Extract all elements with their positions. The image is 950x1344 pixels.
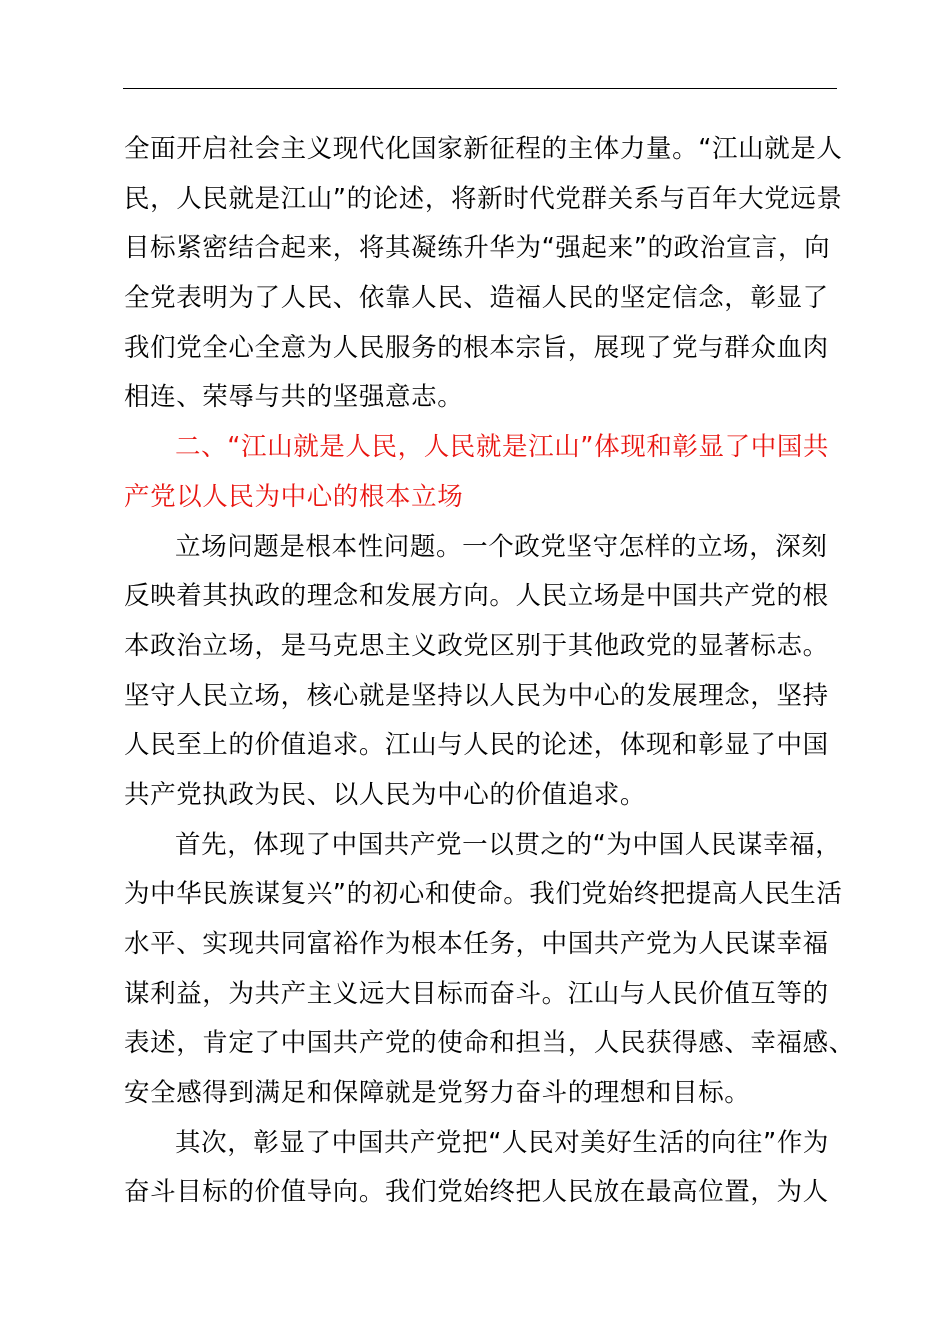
- text-line: 立场问题是根本性问题。一个政党坚守怎样的立场，深刻: [175, 531, 828, 562]
- text-line: 相连、荣辱与共的坚强意志。: [124, 382, 464, 413]
- text-line: 共产党执政为民、以人民为中心的价值追求。: [124, 779, 647, 810]
- section-heading: 产党以人民为中心的根本立场: [124, 481, 464, 512]
- section-heading: 二、“江山就是人民，人民就是江山”体现和彰显了中国共: [175, 432, 830, 463]
- text-line: 其次，彰显了中国共产党把“人民对美好生活的向往”作为: [175, 1127, 830, 1158]
- text-line: 表述，肯定了中国共产党的使命和担当，人民获得感、幸福感、: [124, 1028, 855, 1059]
- text-line: 目标紧密结合起来，将其凝练升华为“强起来”的政治宣言，向: [124, 233, 831, 264]
- text-line: 坚守人民立场，核心就是坚持以人民为中心的发展理念，坚持: [124, 680, 829, 711]
- text-line: 水平、实现共同富裕作为根本任务，中国共产党为人民谋幸福: [124, 929, 829, 959]
- text-line: 奋斗目标的价值导向。我们党始终把人民放在最高位置，为人: [124, 1177, 829, 1208]
- text-line: 安全感得到满足和保障就是党努力奋斗的理想和目标。: [124, 1078, 751, 1109]
- text-line: 民，人民就是江山”的论述，将新时代党群关系与百年大党远景: [124, 183, 843, 214]
- text-line: 本政治立场，是马克思主义政党区别于其他政党的显著标志。: [124, 630, 829, 661]
- text-line: 为中华民族谋复兴”的初心和使命。我们党始终把提高人民生活: [124, 879, 843, 910]
- text-line: 首先，体现了中国共产党一以贯之的“为中国人民谋幸福，: [175, 829, 842, 860]
- text-line: 人民至上的价值追求。江山与人民的论述，体现和彰显了中国: [124, 730, 829, 761]
- text-line: 全面开启社会主义现代化国家新征程的主体力量。“江山就是人: [124, 134, 843, 164]
- text-line: 反映着其执政的理念和发展方向。人民立场是中国共产党的根: [124, 581, 829, 612]
- text-line: 全党表明为了人民、依靠人民、造福人民的坚定信念，彰显了: [124, 283, 829, 314]
- document-body: [124, 125, 855, 1218]
- text-line: 我们党全心全意为人民服务的根本宗旨，展现了党与群众血肉: [124, 332, 829, 363]
- header-rule: [123, 88, 837, 89]
- text-line: 谋利益，为共产主义远大目标而奋斗。江山与人民价值互等的: [124, 978, 829, 1009]
